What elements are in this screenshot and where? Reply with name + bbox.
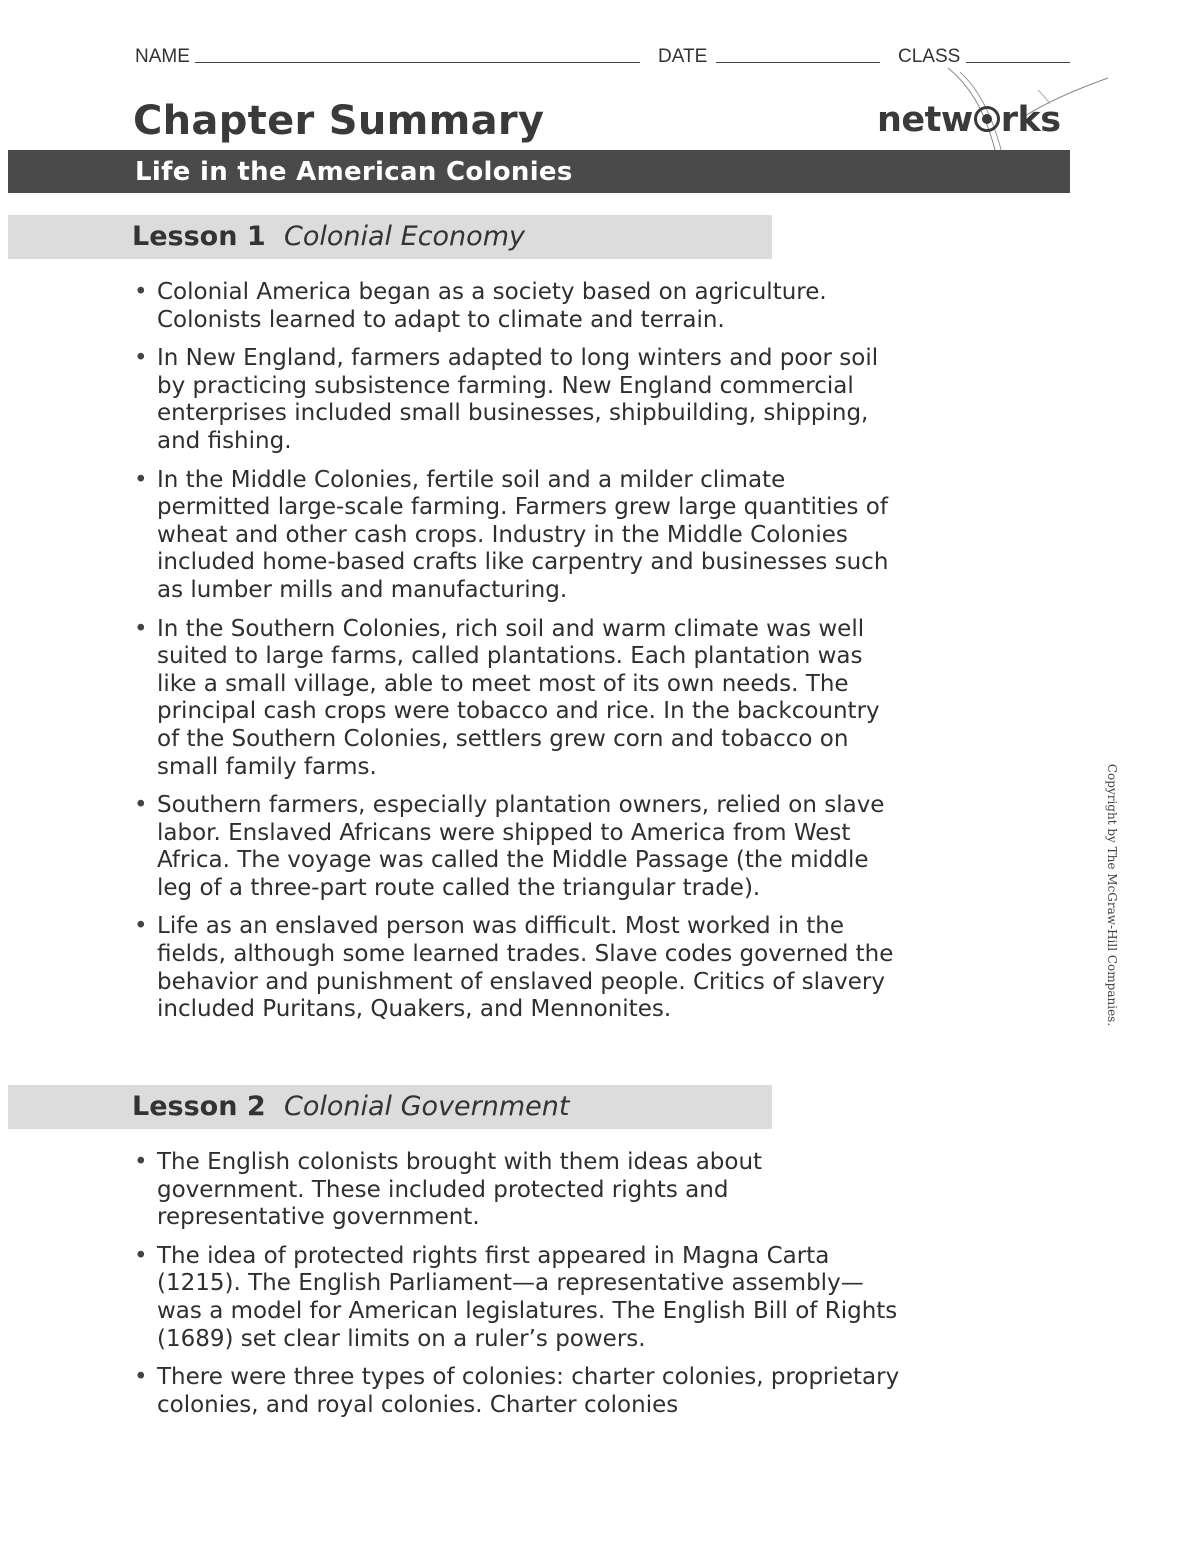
brand-target-icon <box>974 106 1000 132</box>
date-field-line[interactable] <box>716 62 880 63</box>
date-label: DATE <box>658 46 708 67</box>
list-item: • The idea of protected rights first appeared in Magna Carta (1215). The English Parliament—a representative assembly—was a model for American legislatures. The English Bill of Rights (1689) set clear limits on a ruler’s powers. <box>132 1243 902 1353</box>
list-item: • There were three types of colonies: charter colonies, proprietary colonies, and royal colonies. Charter colonies <box>132 1364 902 1419</box>
chapter-title: Life in the American Colonies <box>135 157 573 187</box>
page-title: Chapter Summary <box>133 98 545 144</box>
lesson-2-title: Colonial Government <box>284 1091 570 1122</box>
copyright-text: Copyright by The McGraw-Hill Companies. <box>1105 763 1119 1027</box>
list-item: • In the Middle Colonies, fertile soil and a milder climate permitted large-scale farming. Farmers grew large quantities of wheat and other cash crops. Industry in the Middle Colonies included home-based crafts like carpentry and businesses such as lumber mills and manufacturing. <box>132 467 902 605</box>
lesson-1-heading-bar <box>8 215 772 259</box>
chapter-title-bar <box>8 150 1070 193</box>
brand-suffix: rks <box>1000 100 1061 140</box>
list-item: • Life as an enslaved person was difficult. Most worked in the fields, although some learned trades. Slave codes governed the behavior and punishment of enslaved people. Critics of slavery included Puritans, Quakers, and Mennonites. <box>132 913 902 1023</box>
lesson-1-number: Lesson 1 <box>132 221 266 252</box>
list-item: • In New England, farmers adapted to long winters and poor soil by practicing subsistence farming. New England commercial enterprises included small businesses, shipbuilding, shipping, and fishing. <box>132 345 902 455</box>
name-label: NAME <box>135 46 190 67</box>
networks-logo <box>877 100 1077 140</box>
list-item: • The English colonists brought with them ideas about government. These included protected rights and representative government. <box>132 1149 902 1232</box>
lesson-1-title: Colonial Economy <box>284 221 525 252</box>
name-field-line[interactable] <box>195 62 640 63</box>
lesson-1-bullet-list <box>132 279 902 1035</box>
lesson-2-heading-bar <box>8 1085 772 1129</box>
brand-prefix: netw <box>877 100 973 140</box>
class-label: CLASS <box>898 46 961 67</box>
lesson-2-bullet-list <box>132 1149 902 1430</box>
list-item: • In the Southern Colonies, rich soil and warm climate was well suited to large farms, called plantations. Each plantation was like a small village, able to meet most of its own needs. The principal cash crops were tobacco and rice. In the backcountry of the Southern Colonies, settlers grew corn and tobacco on small family farms. <box>132 616 902 782</box>
lesson-2-number: Lesson 2 <box>132 1091 266 1122</box>
list-item: • Southern farmers, especially plantation owners, relied on slave labor. Enslaved Africans were shipped to America from West Africa. The voyage was called the Middle Passage (the middle leg of a three-part route called the triangular trade). <box>132 792 902 902</box>
list-item: • Colonial America began as a society based on agriculture. Colonists learned to adapt to climate and terrain. <box>132 279 902 334</box>
